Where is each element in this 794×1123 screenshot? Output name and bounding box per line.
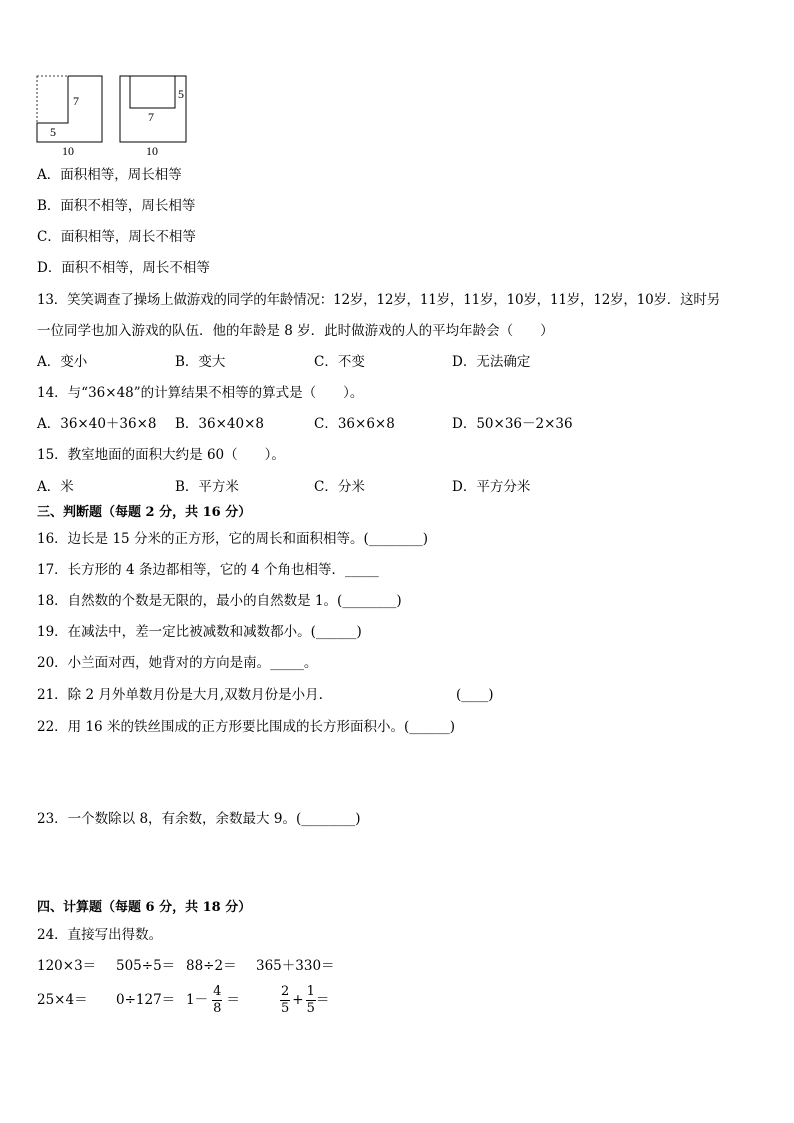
calc-fraction-sum: [280, 982, 329, 1018]
q20: 20．小兰面对西，她背对的方向是南。_____。: [37, 655, 318, 671]
q13-option-c: C．不变: [314, 354, 365, 370]
q14-option-b: B．36×40×8: [175, 416, 264, 432]
section3-title: 三、判断题（每题 2 分，共 16 分）: [37, 505, 252, 520]
plus-operator: +: [292, 992, 304, 1008]
figure-left-label-7: 7: [73, 94, 79, 108]
q12-option-d: D．面积不相等，周长不相等: [37, 260, 210, 276]
figure-right-label-7: 7: [148, 110, 154, 124]
q13-stem-line2: 一位同学也加入游戏的队伍．他的年龄是 8 岁．此时做游戏的人的平均年龄会（ ）: [37, 323, 554, 339]
q14-option-c: C．36×6×8: [314, 416, 395, 432]
fraction-1-5: [306, 984, 316, 1017]
q15-option-d: D．平方分米: [452, 479, 531, 495]
q13-option-b: B．变大: [175, 354, 226, 370]
q17: 17．长方形的 4 条边都相等，它的 4 个角也相等．_____: [37, 562, 379, 578]
fraction-denominator: 8: [213, 1000, 222, 1016]
calc-120x3: 120×3＝: [37, 958, 97, 974]
figure-left: [36, 74, 106, 158]
calc-equals: ＝: [226, 992, 240, 1008]
q19: 19．在减法中，差一定比被减数和减数都小。(______): [37, 624, 362, 640]
figure-right-label-5: 5: [178, 87, 184, 101]
q18: 18．自然数的个数是无限的，最小的自然数是 1。(________): [37, 593, 402, 609]
figure-left-shape: [37, 76, 102, 142]
q15-option-b: B．平方米: [175, 479, 239, 495]
q15-option-a: A．米: [37, 479, 74, 495]
calc-equals: ＝: [315, 992, 330, 1008]
q15-stem: 15．教室地面的面积大约是 60（ ）。: [37, 447, 285, 463]
figure-right-label-10: 10: [146, 144, 158, 158]
calc-1-minus-fraction: [186, 982, 240, 1018]
figure-left-bounding-square: [37, 76, 102, 142]
q24-stem: 24．直接写出得数。: [37, 927, 163, 943]
figure-left-label-10: 10: [62, 144, 74, 158]
q15-option-c: C．分米: [314, 479, 365, 495]
fraction-numerator: 2: [281, 983, 290, 999]
figure-right: [119, 74, 191, 158]
fraction-2-5: [280, 984, 290, 1017]
section4-title: 四、计算题（每题 6 分，共 18 分）: [37, 900, 252, 915]
q12-option-b: B．面积不相等，周长相等: [37, 198, 196, 214]
q13-option-a: A．变小: [37, 354, 88, 370]
fraction-numerator: 1: [306, 983, 315, 999]
q23: 23．一个数除以 8，有余数，余数最大 9。(________): [37, 811, 361, 827]
q21-answer-blank: (____): [456, 687, 494, 703]
q14-option-d: D．50×36－2×36: [452, 416, 573, 432]
q13-option-d: D．无法确定: [452, 354, 531, 370]
calc-88div2: 88÷2＝: [186, 958, 237, 974]
q14-option-a: A．36×40＋36×8: [37, 416, 157, 432]
q12-option-a: A．面积相等，周长相等: [37, 167, 182, 183]
q12-option-c: C．面积相等，周长不相等: [37, 229, 196, 245]
calc-505div5: 505÷5＝: [116, 958, 176, 974]
q13-stem-line1: 13．笑笑调查了操场上做游戏的同学的年龄情况：12岁，12岁，11岁，11岁，10岁，11岁，12岁，10岁．这时另: [37, 292, 721, 308]
calc-1-minus-prefix: 1－: [186, 992, 209, 1008]
q16: 16．边长是 15 分米的正方形，它的周长和面积相等。(________): [37, 531, 428, 547]
fraction-4-8: [212, 984, 222, 1017]
calc-365plus330: 365＋330＝: [256, 958, 335, 974]
q21: 21．除 2 月外单数月份是大月,双数月份是小月.: [37, 687, 323, 703]
q22: 22．用 16 米的铁丝围成的正方形要比围成的长方形面积小。(______): [37, 719, 455, 735]
fraction-denominator: 5: [281, 1000, 290, 1016]
figure-left-label-5: 5: [50, 125, 56, 139]
calc-0div127: 0÷127＝: [116, 992, 176, 1008]
q14-stem: 14．与“36×48”的计算结果不相等的算式是（ ）。: [37, 385, 364, 401]
calc-25x4: 25×4＝: [37, 992, 88, 1008]
figure-right-cutout: [130, 76, 175, 108]
fraction-denominator: 5: [306, 1000, 315, 1016]
fraction-numerator: 4: [213, 983, 222, 999]
